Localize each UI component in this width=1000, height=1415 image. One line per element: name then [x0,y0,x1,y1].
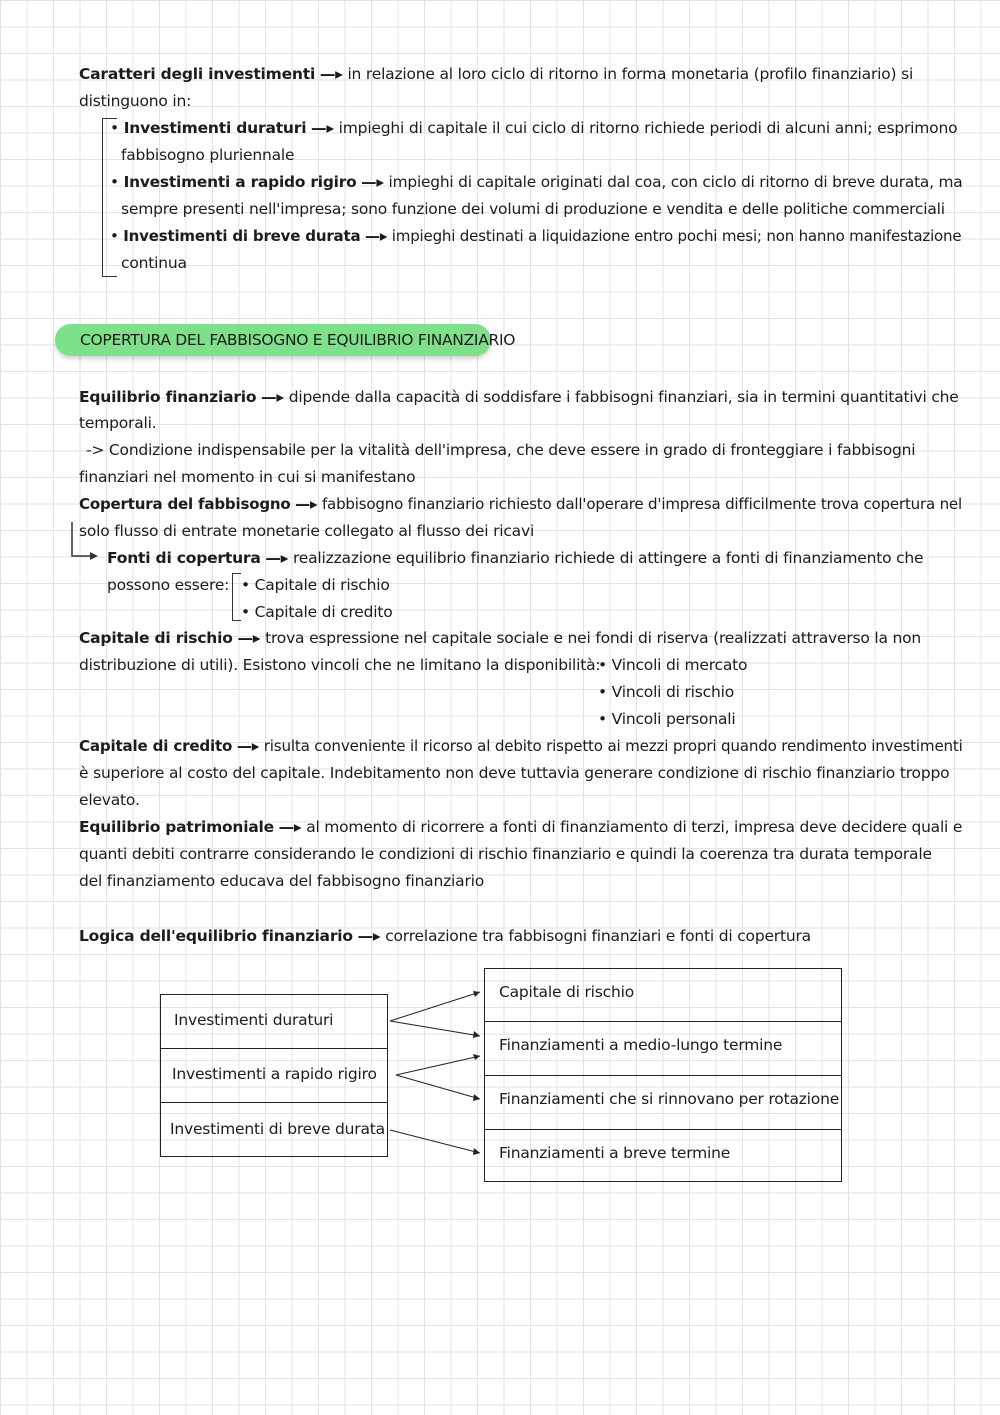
arrow-icon: —▸ [361,173,384,191]
rischio-line [79,625,921,651]
bullet-icon: • [110,173,119,191]
bullet-icon: • [110,227,119,245]
arrow-icon: —▸ [237,629,261,647]
patrimoniale-title: Equilibrio patrimoniale [79,818,274,836]
arrow-icon: —▸ [278,818,302,836]
logica-text: correlazione tra fabbisogni finanziari e fonti di copertura [385,927,811,945]
fonti-bracket [232,573,241,621]
copertura-text-1: fabbisogno finanziario richiesto dall'operare d'impresa difficilmente trova copertura nel [321,495,962,513]
equilibrio-text-1: dipende dalla capacità di soddisfare i fabbisogni finanziari, sia in termini quantitativi che [288,388,959,406]
diagram-right-divider [484,1075,842,1076]
investimenti-intro-2: distinguono in: [79,92,192,110]
diagram-right-divider [484,1021,842,1022]
credito-text-1: risulta conveniente il ricorso al debito rispetto ai mezzi propri quando rendimento investimenti [263,737,963,755]
investimenti-bracket [102,118,117,277]
item-rapido-rigiro [110,169,963,195]
connector-arrow-icon [396,1075,480,1099]
logica-line [79,923,811,949]
section-heading: COPERTURA DEL FABBISOGNO E EQUILIBRIO FINANZIARIO [80,331,516,349]
arrow-icon: —▸ [236,737,260,755]
arrow-icon: —▸ [311,119,334,137]
diagram-left-breve: Investimenti di breve durata [170,1120,385,1138]
logica-title: Logica dell'equilibrio finanziario [79,927,353,945]
bullet-icon: • [110,119,119,137]
fonti-text-2: possono essere: [107,576,230,594]
diagram-left-divider [160,1102,388,1103]
connector-arrow-icon [390,1021,480,1036]
item-breve-text-2: continua [121,254,187,272]
item-rapido-text: impieghi di capitale originati dal coa, con ciclo di ritorno di breve durata, ma [388,173,963,191]
equilibrio-text-2: temporali. [79,414,157,432]
item-duraturi-text: impieghi di capitale il cui ciclo di ritorno richiede periodi di alcuni anni; esprimono [338,119,958,137]
rischio-text-2: distribuzione di utili). Esistono vincoli che ne limitano la disponibilità: [79,656,601,674]
arrow-icon: —▸ [265,549,289,567]
diagram-right-breve: Finanziamenti a breve termine [499,1144,731,1162]
connector-arrow-icon [396,1056,480,1075]
fonti-line [107,545,923,571]
arrow-icon: —▸ [261,388,284,406]
investimenti-intro-1: in relazione al loro ciclo di ritorno in forma monetaria (profilo finanziario) si [347,65,914,83]
diagram-right-rotazione: Finanziamenti che si rinnovano per rotazione [499,1090,840,1108]
diagram-right-divider [484,1129,842,1130]
diagram-left-duraturi: Investimenti duraturi [174,1011,334,1029]
fonti-option-rischio: • Capitale di rischio [241,572,390,598]
equilibrio-note-2: finanziari nel momento in cui si manifestano [79,468,416,486]
patrimoniale-text-1: al momento di ricorrere a fonti di finanziamento di terzi, impresa deve decidere quali e [306,818,963,836]
item-rapido-text-2: sempre presenti nell'impresa; sono funzione dei volumi di produzione e vendita e delle politiche commerciali [121,200,945,218]
item-duraturi [110,115,957,141]
investimenti-title: Caratteri degli investimenti [79,65,316,83]
investimenti-heading-line [79,61,913,87]
section-heading-banner [55,324,516,356]
fonti-text-1: realizzazione equilibrio finanziario richiede di attingere a fonti di finanziamento che [292,549,924,567]
copertura-text-2: solo flusso di entrate monetarie collegato al flusso dei ricavi [79,522,535,540]
diagram-connectors [380,980,490,1160]
arrow-icon: —▸ [357,927,381,945]
copertura-line [79,491,962,517]
vincolo-mercato: • Vincoli di mercato [598,652,747,678]
equilibrio-line [79,384,959,410]
connector-arrow-icon [390,1130,480,1153]
equilibrio-note-1: -> Condizione indispensabile per la vitalità dell'impresa, che deve essere in grado di fronteggiare i fabbisogni [86,441,916,459]
arrow-icon: —▸ [365,227,388,245]
item-rapido-title: Investimenti a rapido rigiro [123,173,357,191]
fonti-option-credito: • Capitale di credito [241,599,393,625]
diagram-right-medio-lungo: Finanziamenti a medio-lungo termine [499,1036,783,1054]
copertura-title: Copertura del fabbisogno [79,495,291,513]
diagram-left-rapido: Investimenti a rapido rigiro [172,1065,377,1083]
item-duraturi-text-2: fabbisogno pluriennale [121,146,295,164]
credito-title: Capitale di credito [79,737,233,755]
patrimoniale-text-2: quanti debiti contrarre considerando le condizioni di rischio finanziario e quindi la coerenza tra durata temporale [79,845,932,863]
diagram-right-capitale-rischio: Capitale di rischio [499,983,634,1001]
vincolo-rischio: • Vincoli di rischio [598,679,734,705]
item-breve-text: impieghi destinati a liquidazione entro pochi mesi; non hanno manifestazione [391,227,962,245]
item-duraturi-title: Investimenti duraturi [123,119,307,137]
vincolo-personali: • Vincoli personali [598,706,735,732]
connector-arrow-icon [390,992,480,1021]
patrimoniale-text-3: del finanziamento educava del fabbisogno finanziario [79,872,485,890]
arrow-icon: —▸ [295,495,318,513]
equilibrio-title: Equilibrio finanziario [79,388,257,406]
diagram-left-divider [160,1048,388,1049]
patrimoniale-line [79,814,962,840]
fonti-title: Fonti di copertura [107,549,261,567]
rischio-text-1: trova espressione nel capitale sociale e nei fondi di riserva (realizzati attraverso la non [265,629,922,647]
item-breve-title: Investimenti di breve durata [123,227,361,245]
item-breve-durata [110,223,961,249]
credito-text-2: è superiore al costo del capitale. Indebitamento non deve tuttavia generare condizione di rischio finanziario troppo [79,764,950,782]
credito-text-3: elevato. [79,791,140,809]
fonti-connector-arrow-icon [68,520,102,564]
credito-line [79,733,963,759]
rischio-title: Capitale di rischio [79,629,233,647]
arrow-icon: —▸ [319,65,343,83]
